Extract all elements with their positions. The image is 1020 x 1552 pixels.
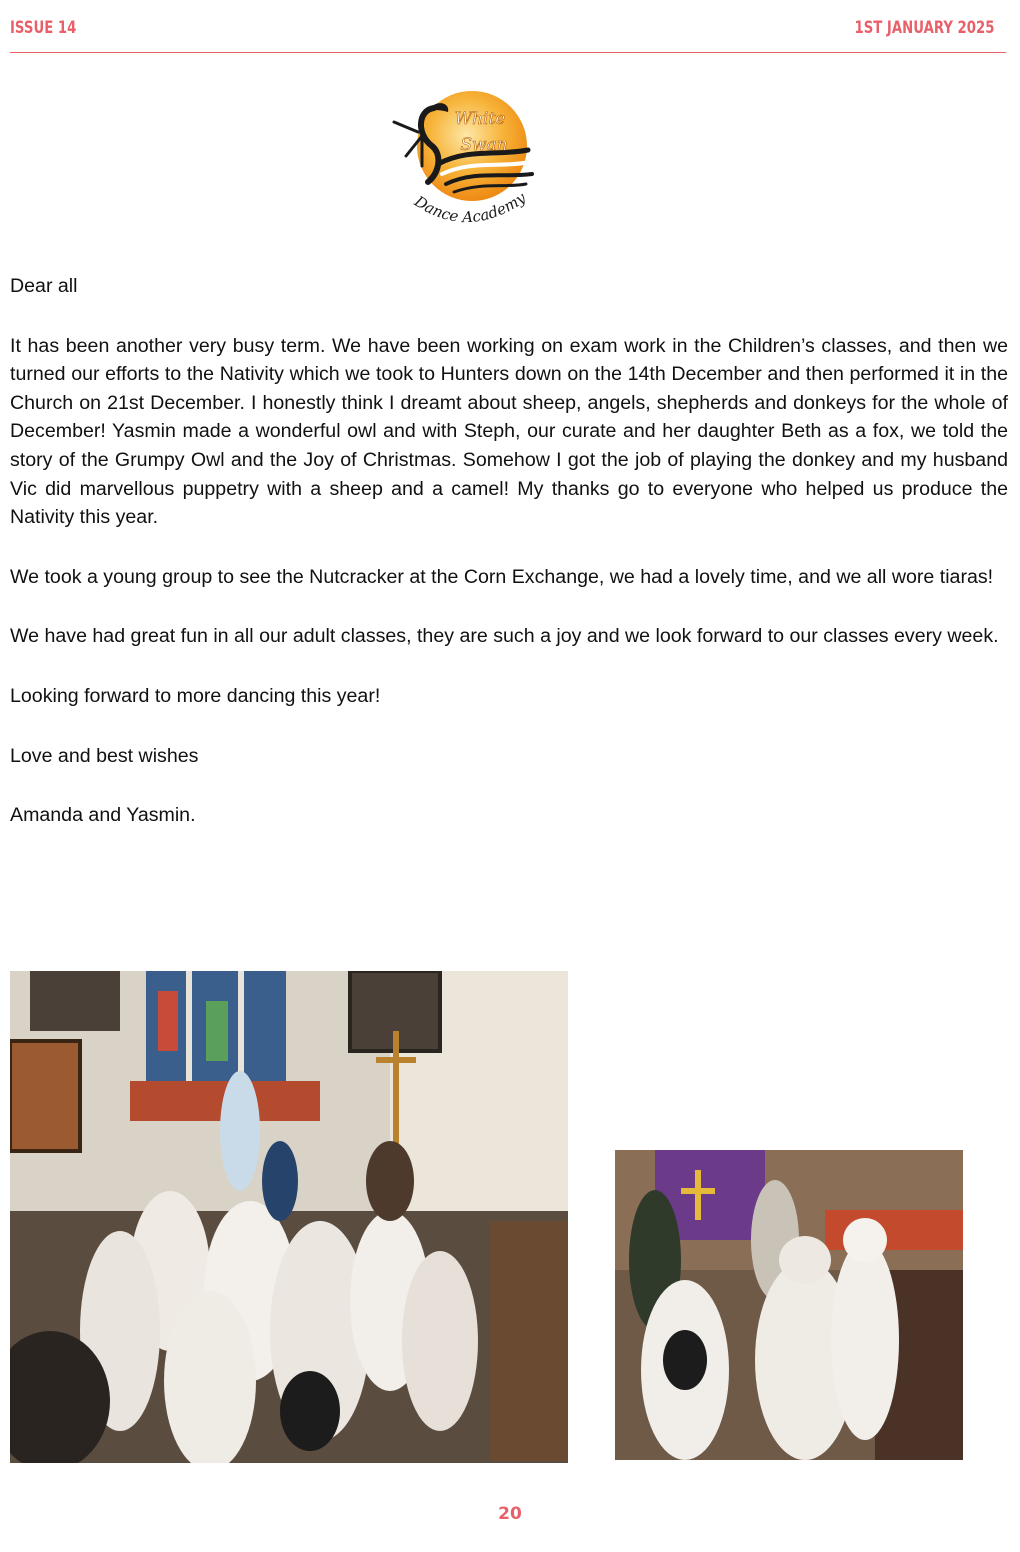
letter-body [10, 272, 1008, 830]
issue-date: 1ST JANUARY 2025 [854, 18, 994, 38]
white-swan-logo [388, 86, 550, 246]
letter-signature: Amanda and Yasmin. [10, 804, 196, 827]
page-header [10, 14, 1006, 52]
letter-paragraph: We took a young group to see the Nutcracker at the Corn Exchange, we had a lovely time, and we all wore tiaras! [10, 565, 994, 588]
nativity-children-photo [615, 1150, 963, 1460]
logo-word-white: White [454, 109, 506, 129]
letter-closing: Love and best wishes [10, 744, 199, 767]
issue-number: ISSUE 14 [10, 18, 77, 38]
header-divider [10, 52, 1006, 53]
nativity-church-photo [10, 971, 568, 1463]
logo-arc-textpath: Dance Academy [411, 188, 530, 227]
letter-paragraph: We have had great fun in all our adult classes, they are such a joy and we look forward to our classes every week. [10, 625, 999, 648]
letter-paragraph: It has been another very busy term. We have been working on exam work in the Children’s classes, and then we turned our efforts to the Nativity which we took to Hunters down on the 14th December and then performed it in the Church on 21st December. I honestly think I dreamt about sheep, angels, shepherds and donkeys for the whole of December! Yasmin made a wonderful owl and with Steph, our curate and her daughter Beth as a fox, we told the story of the Grumpy Owl and the Joy of Christmas. Somehow I got the job of playing the donkey and my husband Vic did marvellous puppetry with a sheep and a camel! My thanks go to everyone who helped us produce the Nativity this year. [10, 334, 1008, 529]
letter-paragraph: Looking forward to more dancing this year! [10, 684, 381, 707]
logo-word-swan: Swan [460, 135, 508, 155]
page-number: 20 [498, 1504, 522, 1524]
letter-greeting: Dear all [10, 275, 78, 297]
dancer-figure [394, 116, 422, 166]
